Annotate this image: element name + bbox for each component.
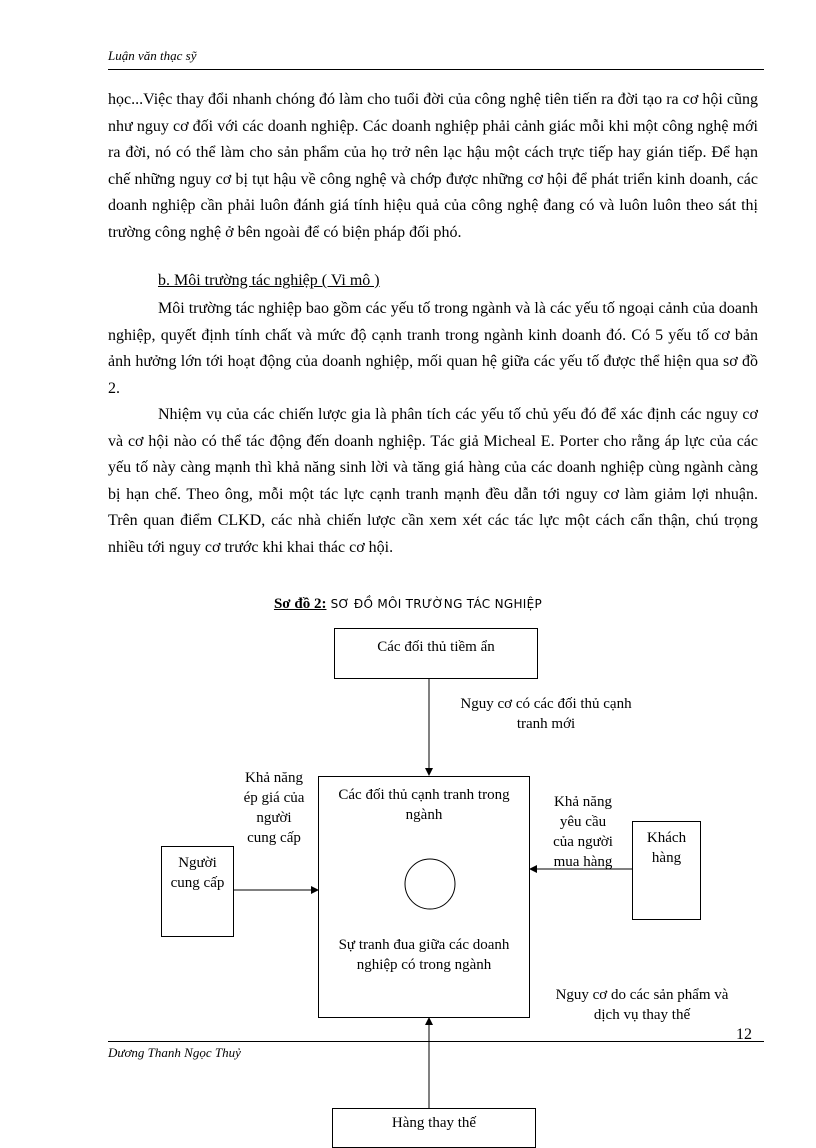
substitutes-threat-label: Nguy cơ do các sản phẩm và dịch vụ thay thế <box>555 987 729 1023</box>
diagram-caption-text: SƠ ĐỒ MÔI TRƯỜNG TÁC NGHIỆP <box>326 597 543 611</box>
paragraph-operating-environment: Môi trường tác nghiệp bao gồm các yếu tố trong ngành và là các yếu tố ngoại cảnh của doanh nghiệp, quyết định tính chất và mức độ cạnh tranh trong ngành kinh doanh đó. Có 5 yếu tố cơ bản ảnh hưởng lớn tới hoạt động của doanh nghiệp, mối quan hệ giữa các yếu tố được thể hiện qua sơ đồ 2. <box>108 300 758 397</box>
footer-rule <box>108 1041 764 1042</box>
page-number: 12 <box>736 1026 752 1043</box>
suppliers-label: Người cung cấp <box>170 855 225 891</box>
supplier-power-label: Khả năng ép giá của người cung cấp <box>243 770 305 846</box>
section-heading-b: b. Môi trường tác nghiệp ( Vi mô ) <box>158 272 380 289</box>
substitutes-box <box>332 1108 536 1148</box>
buyers-box <box>632 821 701 920</box>
paragraph-strategist-task: Nhiệm vụ của các chiến lược gia là phân tích các yếu tố chủ yếu đó để xác định các nguy cơ và cơ hội nào có thể tác động đến doanh nghiệp. Tác giả Micheal E. Porter cho rằng áp lực của các yếu tố này càng mạnh thì khả năng sinh lời và tăng giá hàng của các doanh nghiệp cùng ngành càng bị hạn chế. Theo ông, mỗi một tác lực cạnh tranh mạnh đều dẫn tới nguy cơ làm giảm lợi nhuận. Trên quan điểm CLKD, các nhà chiến lược cần xem xét các tác lực một cách cẩn thận, chú trọng nhiều tới nguy cơ trước khi khai thác cơ hội. <box>108 406 758 556</box>
buyers-label: Khách hàng <box>646 830 687 866</box>
footer-author: Dương Thanh Ngọc Thuỷ <box>108 1045 241 1060</box>
industry-competitors-box <box>318 776 530 1018</box>
buyer-power-label: Khả năng yêu cầu của người mua hàng <box>553 794 613 870</box>
industry-competitors-label: Các đối thủ cạnh tranh trong ngành <box>338 787 510 823</box>
suppliers-box <box>161 846 234 937</box>
diagram-caption-label: Sơ đồ 2: <box>273 596 327 612</box>
substitutes-label: Hàng thay thế <box>391 1115 477 1131</box>
industry-rivalry-label: Sự tranh đua giữa các doanh nghiệp có trong ngành <box>338 937 510 973</box>
header-title: Luận văn thạc sỹ <box>108 48 197 63</box>
entrants-threat-label: Nguy cơ có các đối thủ cạnh tranh mới <box>460 696 632 732</box>
potential-entrants-label: Các đối thủ tiềm ẩn <box>377 639 495 655</box>
paragraph-technology: học...Việc thay đổi nhanh chóng đó làm cho tuổi đời của công nghệ tiên tiến ra đời tạo ra cơ hội cũng như nguy cơ đối với các doanh nghiệp. Các doanh nghiệp phải cảnh giác mỗi khi một công nghệ mới ra đời, nó có thể làm cho sản phẩm của họ trở nên lạc hậu một cách trực tiếp hay gián tiếp. Để hạn chế những nguy cơ bị tụt hậu về công nghệ và chớp được những cơ hội để phát triển kinh doanh, các doanh nghiệp cần phải luôn đánh giá tính hiệu quả của công nghệ đang có và luôn luôn theo sát thị trường công nghệ ở bên ngoài để có biện pháp đối phó. <box>108 91 758 241</box>
potential-entrants-box <box>334 628 538 679</box>
